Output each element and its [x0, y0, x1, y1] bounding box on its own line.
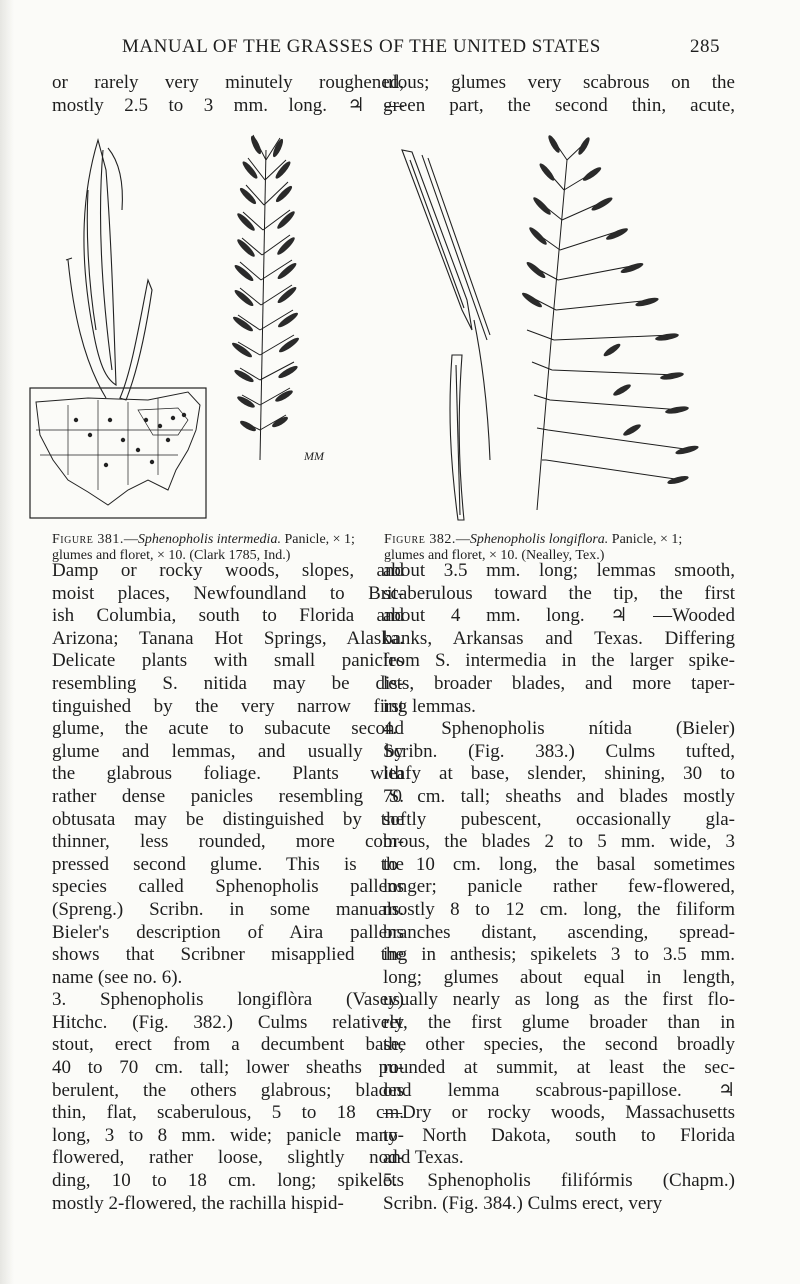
figure-382-species: Sphenopholis longiflora.	[469, 532, 609, 547]
text-line: obtusata may be distinguished by the	[52, 808, 404, 830]
text-line: to 10 cm. long, the basal sometimes	[383, 853, 735, 875]
text-line: —Dry or rocky woods, Massachusetts	[383, 1102, 735, 1124]
figure-382-caption-rest: Panicle, × 1;	[608, 532, 683, 547]
text-line: Scribn. (Fig. 384.) Culms erect, very	[383, 1192, 663, 1214]
body-right-column	[383, 560, 735, 1215]
text-line: mostly 2.5 to 3 mm. long. ♃ —	[52, 94, 404, 116]
text-line: the other species, the second broadly	[383, 1034, 735, 1056]
text-line: green part, the second thin, acute,	[383, 94, 735, 116]
text-line: usually nearly as long as the first flo-	[383, 989, 735, 1011]
text-line: and Texas.	[383, 1147, 464, 1169]
text-line: branches distant, ascending, spread-	[383, 921, 735, 943]
text-line: moist places, Newfoundland to Brit-	[52, 582, 404, 604]
text-line: ing in anthesis; spikelets 3 to 3.5 mm.	[383, 944, 735, 966]
text-line: long, 3 to 8 mm. wide; panicle many-	[52, 1124, 404, 1146]
text-line: to North Dakota, south to Florida	[383, 1124, 735, 1146]
text-line: 40 to 70 cm. tall; lower sheaths pu-	[52, 1057, 404, 1079]
text-line: from S. intermedia in the larger spike-	[383, 650, 735, 672]
text-line: Damp or rocky woods, slopes, and	[52, 560, 404, 581]
text-line: glume and lemmas, and usually by	[52, 740, 404, 762]
page-edge-shadow	[0, 0, 14, 1284]
text-line: leafy at base, slender, shining, 30 to	[383, 763, 735, 785]
text-line: the glabrous foliage. Plants with	[52, 763, 404, 785]
text-line: Scribn. (Fig. 383.) Culms tufted,	[383, 740, 735, 762]
figure-382-caption: Figure 382.—Sphenopholis longiflora. Panicle, × 1; glumes and floret, × 10. (Nealley, Tex.)	[384, 532, 683, 563]
text-line: rounded at summit, at least the sec-	[383, 1057, 735, 1079]
body-left-column	[52, 560, 404, 1215]
text-line: ond lemma scabrous-papillose. ♃	[383, 1079, 735, 1101]
top-left-text	[52, 72, 404, 117]
running-head-title: MANUAL OF THE GRASSES OF THE UNITED STATES	[122, 36, 601, 57]
text-line: species called Sphenopholis pallens	[52, 876, 404, 898]
page-number: 285	[690, 36, 720, 57]
text-line: 4. Sphenopholis nítida (Bieler)	[383, 718, 735, 740]
text-line: berulent, the others glabrous; blades	[52, 1079, 404, 1101]
text-line: longer; panicle rather few-flowered,	[383, 876, 735, 898]
text-line: pressed second glume. This is the	[52, 853, 404, 875]
figure-381-illustration	[28, 130, 358, 525]
illustrator-signature: MM	[304, 449, 324, 463]
text-line: about 3.5 mm. long; lemmas smooth,	[383, 560, 735, 581]
text-line: ing lemmas.	[383, 695, 476, 717]
text-line: scaberulous toward the tip, the first	[383, 582, 735, 604]
text-line: tinguished by the very narrow first	[52, 695, 404, 717]
top-right-text	[383, 72, 735, 117]
text-line: Arizona; Tanana Hot Springs, Alaska.	[52, 627, 404, 649]
figure-381-caption-line2: glumes and floret, × 10. (Clark 1785, Ind.)	[52, 548, 291, 563]
text-line: mostly 8 to 12 cm. long, the filiform	[383, 898, 735, 920]
text-line: about 4 mm. long. ♃ —Wooded	[383, 605, 735, 627]
text-line: ulous; glumes very scabrous on the	[383, 72, 735, 93]
figure-382-illustration	[392, 130, 712, 525]
figure-382-label: Figure 382.	[384, 532, 456, 547]
figure-382-caption-line2: glumes and floret, × 10. (Nealley, Tex.)	[384, 548, 605, 563]
text-line: brous, the blades 2 to 5 mm. wide, 3	[383, 831, 735, 853]
text-line: 70 cm. tall; sheaths and blades mostly	[383, 785, 735, 807]
text-line: or rarely very minutely roughened,	[52, 72, 404, 93]
text-line: ding, 10 to 18 cm. long; spikelets	[52, 1170, 404, 1192]
text-line: mostly 2-flowered, the rachilla hispid-	[52, 1192, 344, 1214]
text-line: banks, Arkansas and Texas. Differing	[383, 627, 735, 649]
figure-381-caption: Figure 381.—Sphenopholis intermedia. Panicle, × 1; glumes and floret, × 10. (Clark 1785, Ind.)	[52, 532, 355, 563]
text-line: ish Columbia, south to Florida and	[52, 605, 404, 627]
text-line: glume, the acute to subacute second	[52, 718, 404, 740]
text-line: resembling S. nitida may be dis-	[52, 672, 404, 694]
text-line: shows that Scribner misapplied the	[52, 944, 404, 966]
text-line: softly pubescent, occasionally gla-	[383, 808, 735, 830]
text-line: 5. Sphenopholis filifórmis (Chapm.)	[383, 1170, 735, 1192]
text-line: name (see no. 6).	[52, 966, 183, 988]
figure-381-species: Sphenopholis intermedia.	[137, 532, 281, 547]
text-line: rather dense panicles resembling S.	[52, 785, 404, 807]
text-line: thinner, less rounded, more com-	[52, 831, 404, 853]
figure-381-caption-rest: Panicle, × 1;	[280, 532, 355, 547]
text-line: Bieler's description of Aira pallens	[52, 921, 404, 943]
figure-381-label: Figure 381.	[52, 532, 124, 547]
text-line: ret, the first glume broader than in	[383, 1011, 735, 1033]
text-line: Delicate plants with small panicles	[52, 650, 404, 672]
text-line: long; glumes about equal in length,	[383, 966, 735, 988]
text-line: flowered, rather loose, slightly nod-	[52, 1147, 404, 1169]
text-line: (Spreng.) Scribn. in some manuals.	[52, 898, 404, 920]
text-line: stout, erect from a decumbent base,	[52, 1034, 404, 1056]
text-line: thin, flat, scaberulous, 5 to 18 cm.	[52, 1102, 404, 1124]
text-line: Hitchc. (Fig. 382.) Culms relatively	[52, 1011, 404, 1033]
text-line: 3. Sphenopholis longiflòra (Vasey)	[52, 989, 404, 1011]
text-line: lets, broader blades, and more taper-	[383, 672, 735, 694]
